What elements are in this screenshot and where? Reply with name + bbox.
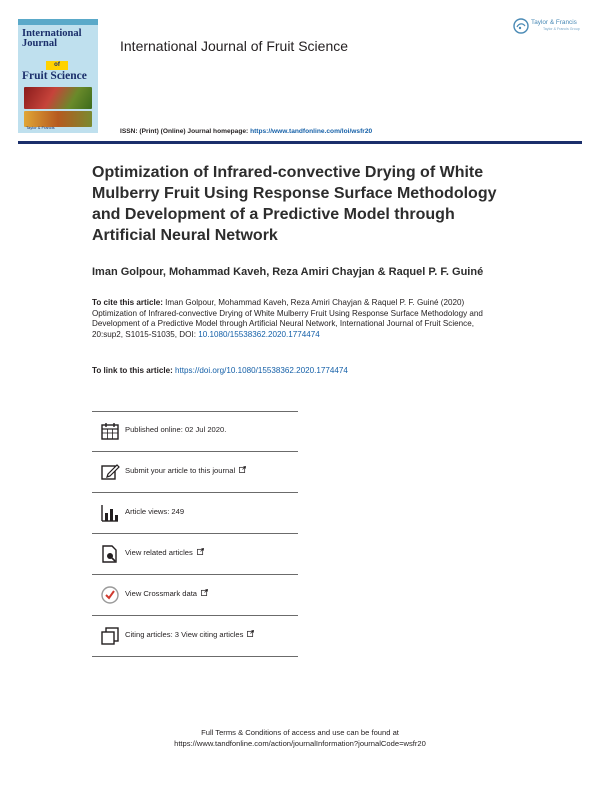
cover-title-line2: Fruit Science (22, 70, 87, 82)
article-views-label: Article views: 249 (125, 507, 185, 516)
cover-publisher: Taylor & Francis (26, 125, 55, 130)
citing-articles-row[interactable] (92, 616, 298, 657)
submit-article-link[interactable] (125, 466, 246, 475)
submit-article-row[interactable] (92, 452, 298, 493)
article-link-label: To link to this article: (92, 366, 176, 375)
external-link-icon (239, 466, 246, 473)
related-articles-link[interactable] (125, 548, 204, 557)
citation-label: To cite this article: (92, 298, 163, 307)
external-link-icon (197, 548, 204, 555)
header-rule (18, 141, 582, 144)
citing-articles-label: Citing articles: 3 View citing articles (125, 630, 244, 639)
submit-article-label: Submit your article to this journal (125, 466, 236, 475)
related-articles-label: View related articles (125, 548, 193, 557)
citing-articles-icon (100, 626, 120, 646)
crossmark-row[interactable] (92, 575, 298, 616)
calendar-icon (100, 421, 120, 441)
footer-terms-link[interactable]: https://www.tandfonline.com/action/journalInformation?journalCode=wsfr20 (174, 739, 426, 748)
journal-cover-image (18, 19, 98, 133)
publisher-logo-icon (513, 18, 529, 34)
external-link-icon (201, 589, 208, 596)
article-link-line (92, 366, 348, 375)
cover-top-strip (18, 19, 98, 25)
article-title: Optimization of Infrared-convective Drying of White Mulberry Fruit Using Response Surface Methodology and Development of a Predictive Model through Artificial Neural Network (92, 164, 497, 244)
article-authors: Iman Golpour, Mohammad Kaveh, Reza Amiri Chayjan & Raquel P. F. Guiné (92, 266, 484, 278)
issn-line (120, 128, 372, 135)
citation-text: Iman Golpour, Mohammad Kaveh, Reza Amiri Chayjan & Raquel P. F. Guiné (2020) Optimization of Infrared-convective Drying of White Mulberry Fruit Using Response Surface Methodology and Development of a Predictive Model through Artificial Neural Network, International Journal of Fruit Science, 20:sup2, S1015-S1035, DOI: (92, 298, 483, 339)
published-online-row (92, 411, 298, 452)
published-online-label: Published online: 02 Jul 2020. (125, 425, 227, 434)
publisher-logo-text: Taylor & Francis (531, 19, 577, 26)
cover-title-line1: International Journal (22, 28, 82, 49)
cover-title-of: of (46, 61, 68, 70)
citation-block (92, 298, 492, 340)
journal-homepage-link[interactable]: https://www.tandfonline.com/loi/wsfr20 (250, 128, 373, 135)
publisher-logo[interactable] (513, 17, 583, 37)
citation-doi-link[interactable]: 10.1080/15538362.2020.1774474 (198, 329, 320, 339)
crossmark-icon (100, 585, 120, 605)
document-search-icon (100, 544, 120, 564)
article-views-row (92, 493, 298, 534)
article-doi-link[interactable]: https://doi.org/10.1080/15538362.2020.1774474 (175, 366, 348, 375)
footer (0, 727, 600, 749)
crossmark-label: View Crossmark data (125, 589, 198, 598)
publisher-logo-subtext: Taylor & Francis Group (543, 27, 580, 31)
footer-terms-text: Full Terms & Conditions of access and use can be found at (201, 728, 399, 737)
edit-icon (100, 462, 120, 482)
journal-name: International Journal of Fruit Science (120, 38, 349, 54)
external-link-icon (247, 630, 254, 637)
citing-articles-link[interactable] (125, 630, 254, 639)
bar-chart-icon (100, 503, 120, 523)
related-articles-row[interactable] (92, 534, 298, 575)
crossmark-link[interactable] (125, 589, 208, 598)
issn-text: ISSN: (Print) (Online) Journal homepage: (120, 128, 251, 135)
cover-photo-fruit (24, 87, 92, 109)
